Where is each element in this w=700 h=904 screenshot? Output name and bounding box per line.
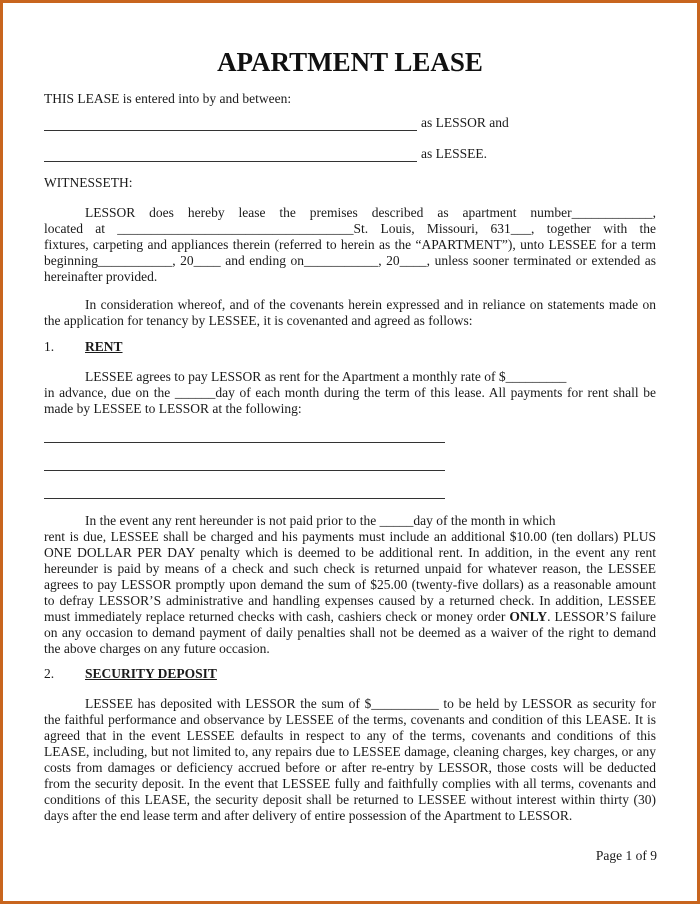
- document-title: APARTMENT LEASE: [217, 47, 483, 77]
- paragraph-line: In the event any rent hereunder is not paid prior to the _____day of the month in which: [85, 513, 556, 528]
- section-rent-heading: [44, 339, 656, 355]
- page-number: Page 1 of 9: [595, 848, 657, 863]
- paragraph-line: days after the end lease term and after delivery of entire possession of the Apartment to LESSOR.: [44, 808, 573, 823]
- paragraph-line: LESSOR does hereby lease the premises described as apartment number____________,: [85, 205, 656, 220]
- paragraph-line: costs from damages or deficiency accrued before or after re-entry by LESSOR, those costs will be deducted: [44, 760, 656, 775]
- text-segment: . LESSOR’S failure: [547, 609, 656, 624]
- intro-text: THIS LEASE is entered into by and between:: [44, 91, 292, 106]
- section-title: RENT: [85, 339, 123, 354]
- emphasis-text: ONLY: [509, 609, 548, 624]
- paragraph-line: the above charges on any future occasion.: [44, 641, 270, 656]
- paragraph-line: LESSEE agrees to pay LESSOR as rent for the Apartment a monthly rate of $_________: [85, 369, 567, 384]
- paragraph-line: hereinafter provided.: [44, 269, 158, 284]
- section-deposit-heading: [44, 666, 656, 682]
- lessee-label: as LESSEE.: [421, 146, 487, 161]
- lessee-name-blank[interactable]: [44, 161, 417, 162]
- payment-address-blank[interactable]: [44, 498, 445, 499]
- payment-address-blank[interactable]: [44, 442, 445, 443]
- paragraph-line: beginning___________, 20____ and ending on___________, 20____, unless sooner terminated or extended as: [44, 253, 656, 268]
- document-page: [3, 3, 697, 901]
- paragraph-line: fixtures, carpeting and appliances therein (referred to herein as the “APARTMENT”), unto LESSEE for a term: [44, 237, 656, 252]
- paragraph-line: agreed that in the event LESSEE defaults in respect to any of the terms, covenants and conditions of this: [44, 728, 656, 743]
- payment-address-blank[interactable]: [44, 470, 445, 471]
- paragraph-line: hereunder is paid by means of a check and such check is returned unpaid for whatever reason, the LESSEE: [44, 561, 656, 576]
- witnesseth-heading: WITNESSETH:: [44, 175, 133, 190]
- paragraph-line: conditions of this LEASE, the security deposit shall be returned to LESSEE without interest within thirty (30): [44, 792, 656, 807]
- paragraph-line: LEASE, including, but not limited to, any repairs due to LESSEE damage, cleaning charges, key charges, or any: [44, 744, 656, 759]
- paragraph-line: the application for tenancy by LESSEE, it is covenanted and agreed as follows:: [44, 313, 473, 328]
- paragraph-line: In consideration whereof, and of the covenants herein expressed and in reliance on statements made on: [85, 297, 656, 312]
- paragraph-line: rent is due, LESSEE shall be charged and his payments must include an additional $10.00 (ten dollars) PLUS: [44, 529, 656, 544]
- paragraph-line: in advance, due on the ______day of each month during the term of this lease. All payments for rent shall be: [44, 385, 656, 400]
- lessor-label: as LESSOR and: [421, 115, 509, 130]
- paragraph-line: from the security deposit. In the event that LESSEE fully and faithfully complies with all terms, covenants and: [44, 776, 656, 791]
- paragraph-line: made by LESSEE to LESSOR at the following:: [44, 401, 302, 416]
- paragraph-line: located at ___________________________________St. Louis, Missouri, 631___, together with the: [44, 221, 656, 236]
- section-title: SECURITY DEPOSIT: [85, 666, 217, 681]
- text-segment: must immediately replace returned checks with cash, cashiers check or money order: [44, 609, 510, 624]
- paragraph-line: LESSEE has deposited with LESSOR the sum of $__________ to be held by LESSOR as security for: [85, 696, 656, 711]
- lessor-name-blank[interactable]: [44, 130, 417, 131]
- paragraph-line: [44, 609, 656, 625]
- section-number: 1.: [44, 339, 55, 354]
- paragraph-line: the faithful performance and observance by LESSEE of the terms, covenants and condition of this LEASE. It is: [44, 712, 656, 727]
- paragraph-line: on any occasion to demand payment of daily penalties shall not be deemed as a waiver of the right to demand: [44, 625, 656, 640]
- section-number: 2.: [44, 666, 55, 681]
- paragraph-line: ONE DOLLAR PER DAY penalty which is deemed to be additional rent. In addition, in the event any rent: [44, 545, 656, 560]
- paragraph-line: to defray LESSOR’S administrative and handling expenses caused by a returned check. In addition, LESSEE: [44, 593, 656, 608]
- paragraph-line: agrees to pay LESSOR promptly upon demand the sum of $25.00 (twenty-five dollars) as a reasonable amount: [44, 577, 656, 592]
